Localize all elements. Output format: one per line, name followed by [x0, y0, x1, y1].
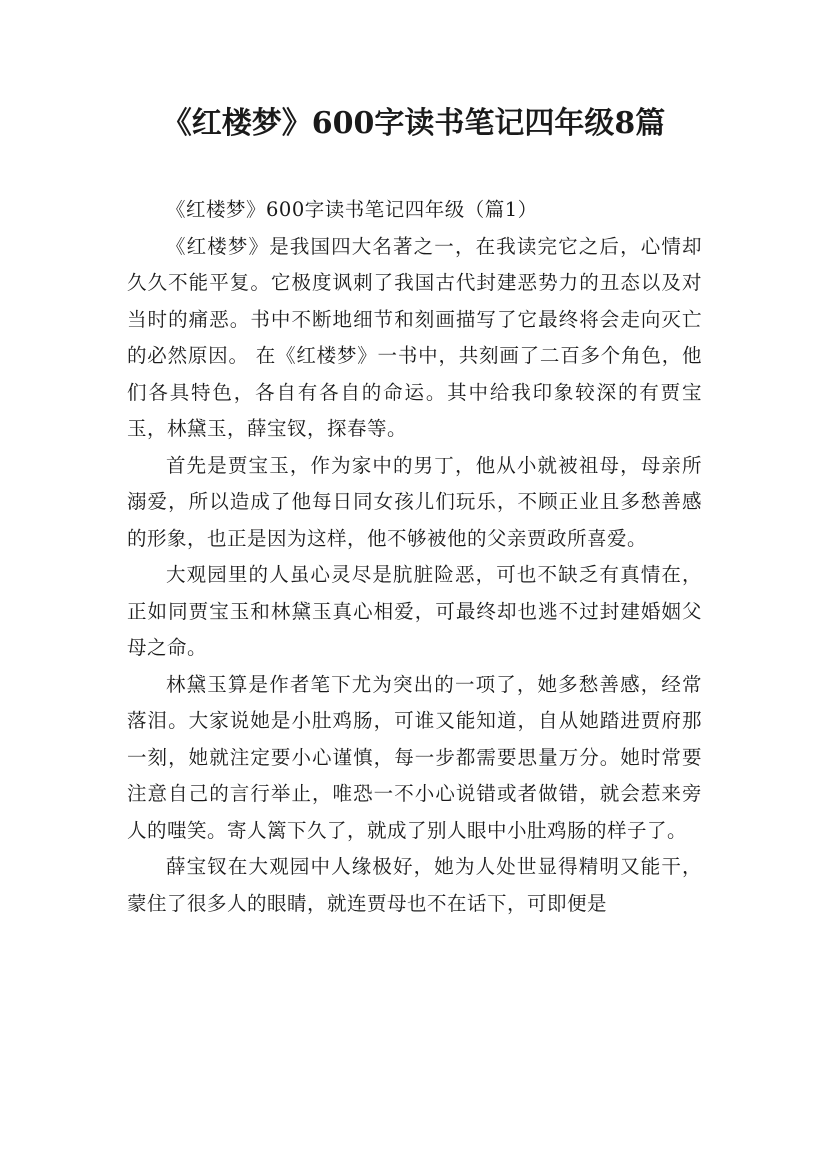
paragraph: 首先是贾宝玉，作为家中的男丁，他从小就被祖母，母亲所溺爱，所以造成了他每日同女孩儿们玩乐，不顾正业且多愁善感的形象，也正是因为这样，他不够被他的父亲贾政所喜爱。: [127, 453, 702, 550]
paragraph: 大观园里的人虽心灵尽是肮脏险恶，可也不缺乏有真情在，正如同贾宝玉和林黛玉真心相爱，可最终却也逃不过封建婚姻父母之命。: [127, 563, 702, 659]
section-heading: 《红楼梦》600字读书笔记四年级（篇1）: [166, 198, 538, 221]
paragraph: 林黛玉算是作者笔下尤为突出的一项了，她多愁善感，经常落泪。大家说她是小肚鸡肠，可谁又能知道，自从她踏进贾府那一刻，她就注定要小心谨慎，每一步都需要思量万分。她时常要注意自己的言行举止，唯恐一不小心说错或者做错，就会惹来旁人的嗤笑。寄人篱下久了，就成了别人眼中小肚鸡肠的样子了。: [127, 672, 702, 842]
paragraph: 薛宝钗在大观园中人缘极好，她为人处世显得精明又能干，蒙住了很多人的眼睛，就连贾母也不在话下，可即便是: [127, 855, 702, 915]
paragraph: 《红楼梦》是我国四大名著之一，在我读完它之后，心情却久久不能平复。它极度讽刺了我国古代封建恶势力的丑态以及对当时的痛恶。书中不断地细节和刻画描写了它最终将会走向灭亡的必然原因。 在《红楼梦》一书中，共刻画了二百多个角色，他们各具特色，各自有各自的命运。其中给我印象较深的有贾宝玉，林黛玉，薛宝钗，探春等。: [127, 234, 702, 440]
document-title: 《红楼梦》600字读书笔记四年级8篇: [161, 106, 666, 141]
document-body: [127, 192, 702, 922]
